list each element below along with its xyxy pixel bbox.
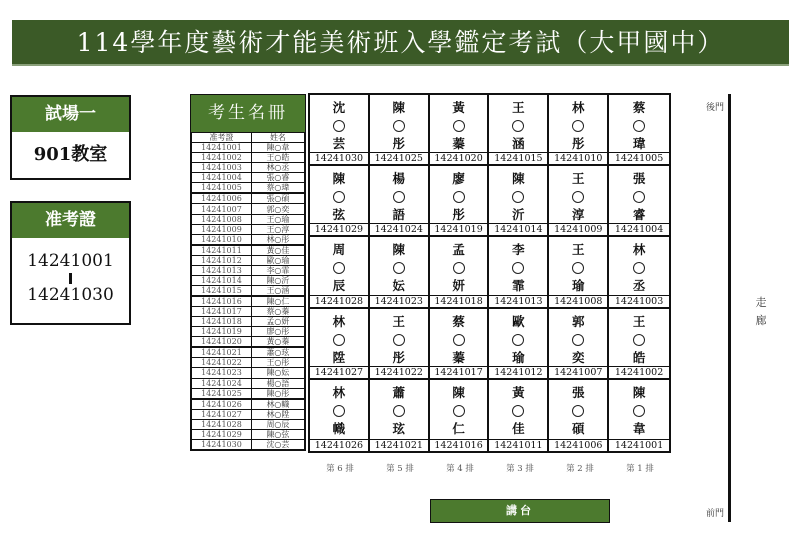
seat-surname: 歐 [512, 313, 525, 329]
circle-mark-icon [633, 120, 645, 132]
roster-id: 14241028 [192, 419, 252, 429]
seat-ticket-id: 14241019 [430, 223, 488, 235]
circle-mark-icon [393, 405, 405, 417]
roster-name: 蕭○玹 [251, 347, 304, 358]
roster-name: 周○辰 [251, 419, 304, 429]
seat-ticket-id: 14241004 [609, 223, 669, 235]
roster-name: 王○瑜 [251, 214, 304, 224]
table-row [192, 245, 305, 256]
roster-name: 林○幟 [251, 399, 304, 410]
exam-room-box [10, 95, 131, 180]
circle-mark-icon [333, 120, 345, 132]
roster-header-id: 准考證 [192, 133, 252, 143]
seat-surname: 黃 [452, 100, 465, 115]
seat-surname: 陳 [392, 242, 405, 258]
seat-ticket-id: 14241003 [609, 295, 669, 307]
seat-cell [370, 166, 430, 237]
seat-surname: 陳 [512, 171, 525, 187]
seat-ticket-id: 14241012 [489, 366, 547, 378]
seat-surname: 廖 [452, 171, 465, 187]
roster-id: 14241030 [192, 439, 252, 449]
seat-ticket-id: 14241030 [310, 152, 368, 164]
roster-id: 14241008 [192, 214, 252, 224]
seat-cell [609, 166, 669, 237]
seat-ticket-id: 14241010 [549, 152, 607, 164]
roster-name: 陳○沂 [251, 275, 304, 285]
roster-name: 林○陞 [251, 409, 304, 419]
exam-room-label: 試場一 [12, 97, 129, 132]
seat-given-name: 彤 [392, 349, 405, 365]
row-label: 第 5 排 [386, 464, 414, 474]
table-row [192, 153, 305, 163]
roster-header-name: 姓名 [251, 133, 304, 143]
roster-id: 14241015 [192, 286, 252, 297]
seat-cell [310, 380, 370, 451]
row-label: 第 1 排 [626, 464, 654, 474]
circle-mark-icon [633, 334, 645, 346]
seat-surname: 陳 [332, 171, 346, 187]
classroom-wall [728, 94, 731, 522]
corridor-label: 走廊 [755, 296, 767, 327]
table-row [192, 173, 305, 183]
seat-surname: 張 [632, 171, 646, 187]
table-row [192, 317, 305, 327]
seat-cell [489, 95, 549, 166]
seat-ticket-id: 14241008 [549, 295, 607, 307]
circle-mark-icon [633, 262, 645, 274]
circle-mark-icon [572, 262, 584, 274]
seat-ticket-id: 14241023 [370, 295, 428, 307]
circle-mark-icon [453, 334, 465, 346]
seat-ticket-id: 14241024 [370, 223, 428, 235]
seat-ticket-id: 14241014 [489, 223, 547, 235]
roster-id: 14241018 [192, 317, 252, 327]
circle-mark-icon [572, 334, 584, 346]
seat-surname: 張 [571, 384, 585, 400]
table-row [192, 429, 305, 439]
seat-ticket-id: 14241005 [609, 152, 669, 164]
roster-id: 14241029 [192, 429, 252, 439]
seat-given-name: 沂 [512, 207, 525, 223]
roster-id: 14241014 [192, 275, 252, 285]
podium: 講台 [430, 499, 610, 523]
seat-given-name: 幟 [332, 420, 346, 436]
table-row [192, 388, 305, 399]
seat-ticket-id: 14241011 [489, 439, 547, 451]
seat-ticket-id: 14241009 [549, 223, 607, 235]
circle-mark-icon [572, 191, 584, 203]
seat-given-name: 彤 [392, 136, 405, 151]
roster-id: 14241006 [192, 193, 252, 204]
seat-given-name: 皓 [632, 349, 646, 365]
seat-given-name: 芸 [332, 136, 346, 151]
circle-mark-icon [512, 262, 524, 274]
circle-mark-icon [393, 262, 405, 274]
seat-given-name: 玹 [392, 420, 405, 436]
roster-id: 14241023 [192, 368, 252, 378]
back-door-label: 後門 [706, 103, 725, 113]
ticket-range-to: 14241030 [27, 285, 114, 305]
seat-given-name: 瑜 [512, 349, 525, 365]
seat-grid [308, 93, 671, 453]
table-row [192, 204, 305, 214]
seat-ticket-id: 14241001 [609, 439, 669, 451]
seat-surname: 王 [632, 313, 646, 329]
circle-mark-icon [333, 405, 345, 417]
roster-name: 陳○仁 [251, 296, 304, 307]
circle-mark-icon [453, 120, 465, 132]
roster-id: 14241026 [192, 399, 252, 410]
seat-ticket-id: 14241022 [370, 366, 428, 378]
seat-ticket-id: 14241006 [549, 439, 607, 451]
seat-cell [549, 166, 609, 237]
roster-id: 14241016 [192, 296, 252, 307]
seat-cell [370, 237, 430, 308]
table-row [192, 265, 305, 275]
table-row [192, 419, 305, 429]
seat-given-name: 妍 [452, 278, 465, 294]
seat-cell [609, 309, 669, 380]
seat-cell [489, 166, 549, 237]
roster-name: 蔡○瑋 [251, 183, 304, 194]
roster-id: 14241007 [192, 204, 252, 214]
circle-mark-icon [453, 262, 465, 274]
circle-mark-icon [512, 120, 524, 132]
front-door-label: 前門 [706, 509, 725, 519]
table-row [192, 163, 305, 173]
seat-cell [310, 237, 370, 308]
seat-surname: 黃 [512, 384, 525, 400]
circle-mark-icon [572, 405, 584, 417]
seat-cell [370, 95, 430, 166]
seat-given-name: 弦 [332, 207, 346, 223]
seat-given-name: 辰 [332, 278, 346, 294]
row-label: 第 6 排 [326, 464, 354, 474]
table-row [192, 378, 305, 388]
roster-id: 14241009 [192, 224, 252, 234]
row-labels [310, 462, 670, 474]
seat-cell [549, 309, 609, 380]
seat-given-name: 彤 [452, 207, 465, 223]
seat-ticket-id: 14241029 [310, 223, 368, 235]
table-row [192, 399, 305, 410]
seat-cell [549, 380, 609, 451]
seat-surname: 陳 [632, 384, 646, 400]
seat-surname: 王 [392, 313, 405, 329]
roster-name: 沈○芸 [251, 439, 304, 449]
seat-given-name: 睿 [632, 207, 646, 223]
roster-id: 14241003 [192, 163, 252, 173]
seat-surname: 孟 [452, 242, 465, 258]
ticket-range-label: 准考證 [12, 203, 129, 238]
roster-id: 14241020 [192, 337, 252, 348]
roster-id: 14241011 [192, 245, 252, 256]
seat-given-name: 瑜 [571, 278, 585, 294]
roster-name: 楊○語 [251, 378, 304, 388]
seat-cell [489, 380, 549, 451]
seat-surname: 林 [332, 313, 346, 329]
seat-ticket-id: 14241017 [430, 366, 488, 378]
seat-cell [549, 237, 609, 308]
seat-given-name: 丞 [632, 278, 646, 294]
seat-given-name: 霏 [512, 278, 525, 294]
seat-cell [430, 166, 490, 237]
ticket-range-box [10, 201, 131, 325]
seat-surname: 王 [512, 100, 525, 115]
roster-id: 14241019 [192, 327, 252, 337]
circle-mark-icon [393, 334, 405, 346]
roster-table [190, 94, 306, 451]
seat-given-name: 蓁 [452, 349, 465, 365]
seat-surname: 蕭 [392, 384, 405, 400]
roster-name: 黃○佳 [251, 245, 304, 256]
seat-given-name: 韋 [632, 420, 646, 436]
roster-id: 14241001 [192, 143, 252, 153]
seat-cell [310, 95, 370, 166]
range-separator [69, 273, 72, 284]
seat-ticket-id: 14241026 [310, 439, 368, 451]
roster-name: 王○涵 [251, 286, 304, 297]
circle-mark-icon [393, 120, 405, 132]
seat-given-name: 瑋 [632, 136, 646, 151]
seat-cell [370, 309, 430, 380]
seat-cell [370, 380, 430, 451]
seat-cell [310, 309, 370, 380]
circle-mark-icon [512, 405, 524, 417]
seat-cell [310, 166, 370, 237]
roster-name: 歐○瑜 [251, 255, 304, 265]
seat-surname: 李 [512, 242, 525, 258]
seat-cell [489, 309, 549, 380]
seat-ticket-id: 14241028 [310, 295, 368, 307]
roster-name: 王○淳 [251, 224, 304, 234]
roster-name: 林○丞 [251, 163, 304, 173]
seat-given-name: 佳 [512, 420, 525, 436]
roster-name: 張○碩 [251, 193, 304, 204]
roster-name: 林○彤 [251, 234, 304, 245]
roster-id: 14241010 [192, 234, 252, 245]
seat-given-name: 奕 [571, 349, 585, 365]
circle-mark-icon [453, 405, 465, 417]
roster-name: 陳○弦 [251, 429, 304, 439]
roster-name: 郭○奕 [251, 204, 304, 214]
roster-id: 14241025 [192, 388, 252, 399]
roster-name: 張○睿 [251, 173, 304, 183]
seat-cell [549, 95, 609, 166]
seat-surname: 王 [571, 242, 585, 258]
seat-given-name: 涵 [512, 136, 525, 151]
roster-id: 14241022 [192, 358, 252, 368]
roster-id: 14241027 [192, 409, 252, 419]
seat-surname: 陳 [392, 100, 405, 115]
roster-id: 14241021 [192, 347, 252, 358]
roster-name: 王○彤 [251, 358, 304, 368]
seat-given-name: 仁 [452, 420, 465, 436]
seat-ticket-id: 14241018 [430, 295, 488, 307]
seat-given-name: 蓁 [452, 136, 465, 151]
ticket-range-values [12, 238, 129, 305]
circle-mark-icon [453, 191, 465, 203]
table-row [192, 183, 305, 194]
circle-mark-icon [633, 405, 645, 417]
table-row [192, 409, 305, 419]
roster-id: 14241005 [192, 183, 252, 194]
table-row [192, 347, 305, 358]
roster-name: 陳○韋 [251, 143, 304, 153]
table-row [192, 234, 305, 245]
seat-surname: 王 [571, 171, 585, 187]
seat-surname: 周 [332, 242, 346, 258]
seat-ticket-id: 14241016 [430, 439, 488, 451]
roster-id: 14241017 [192, 307, 252, 317]
table-row [192, 286, 305, 297]
roster-id: 14241024 [192, 378, 252, 388]
seat-cell [609, 380, 669, 451]
seat-cell [430, 237, 490, 308]
seat-given-name: 陞 [332, 349, 346, 365]
seat-ticket-id: 14241007 [549, 366, 607, 378]
seat-given-name: 彤 [571, 136, 585, 151]
roster-id: 14241004 [192, 173, 252, 183]
row-label: 第 4 排 [446, 464, 474, 474]
table-row [192, 214, 305, 224]
ticket-range-from: 14241001 [27, 251, 114, 271]
row-label: 第 3 排 [506, 464, 534, 474]
roster-name: 廖○彤 [251, 327, 304, 337]
seat-given-name: 妘 [392, 278, 405, 294]
seat-surname: 楊 [392, 171, 405, 187]
seat-cell [430, 309, 490, 380]
page-title: 114學年度藝術才能美術班入學鑑定考試（大甲國中） [12, 20, 789, 66]
seat-ticket-id: 14241013 [489, 295, 547, 307]
roster-name: 蔡○蓁 [251, 307, 304, 317]
seat-given-name: 語 [392, 207, 405, 223]
seat-cell [430, 95, 490, 166]
exam-room-name: 901教室 [33, 144, 108, 165]
seat-surname: 郭 [571, 313, 585, 329]
table-row [192, 337, 305, 348]
table-row [192, 358, 305, 368]
row-label: 第 2 排 [566, 464, 594, 474]
roster-name: 李○霏 [251, 265, 304, 275]
seat-surname: 林 [571, 100, 585, 115]
table-row [192, 275, 305, 285]
circle-mark-icon [333, 334, 345, 346]
table-row [192, 255, 305, 265]
table-row [192, 224, 305, 234]
seat-ticket-id: 14241015 [489, 152, 547, 164]
circle-mark-icon [393, 191, 405, 203]
table-row [192, 368, 305, 378]
roster-id: 14241002 [192, 153, 252, 163]
roster-name: 黃○蓁 [251, 337, 304, 348]
roster-id: 14241013 [192, 265, 252, 275]
circle-mark-icon [333, 191, 345, 203]
roster-name: 陳○妘 [251, 368, 304, 378]
seat-surname: 林 [332, 384, 346, 400]
table-row [192, 307, 305, 317]
roster-name: 王○皓 [251, 153, 304, 163]
circle-mark-icon [512, 334, 524, 346]
seat-surname: 沈 [332, 100, 346, 115]
circle-mark-icon [333, 262, 345, 274]
roster-title: 考生名冊 [191, 95, 305, 132]
seat-given-name: 淳 [571, 207, 585, 223]
seat-surname: 蔡 [632, 100, 646, 115]
seat-ticket-id: 14241021 [370, 439, 428, 451]
roster-list [191, 132, 305, 450]
circle-mark-icon [572, 120, 584, 132]
seat-cell [489, 237, 549, 308]
circle-mark-icon [512, 191, 524, 203]
seat-ticket-id: 14241002 [609, 366, 669, 378]
seat-surname: 陳 [452, 384, 465, 400]
table-row [192, 327, 305, 337]
seat-cell [609, 95, 669, 166]
seat-surname: 蔡 [452, 313, 465, 329]
roster-name: 孟○妍 [251, 317, 304, 327]
table-row [192, 439, 305, 449]
seat-cell [609, 237, 669, 308]
roster-id: 14241012 [192, 255, 252, 265]
seat-ticket-id: 14241025 [370, 152, 428, 164]
seat-ticket-id: 14241027 [310, 366, 368, 378]
table-row [192, 143, 305, 153]
seat-surname: 林 [632, 242, 646, 258]
roster-name: 陳○彤 [251, 388, 304, 399]
circle-mark-icon [633, 191, 645, 203]
table-row [192, 296, 305, 307]
table-row [192, 193, 305, 204]
seat-ticket-id: 14241020 [430, 152, 488, 164]
seat-given-name: 碩 [571, 420, 585, 436]
seat-cell [430, 380, 490, 451]
